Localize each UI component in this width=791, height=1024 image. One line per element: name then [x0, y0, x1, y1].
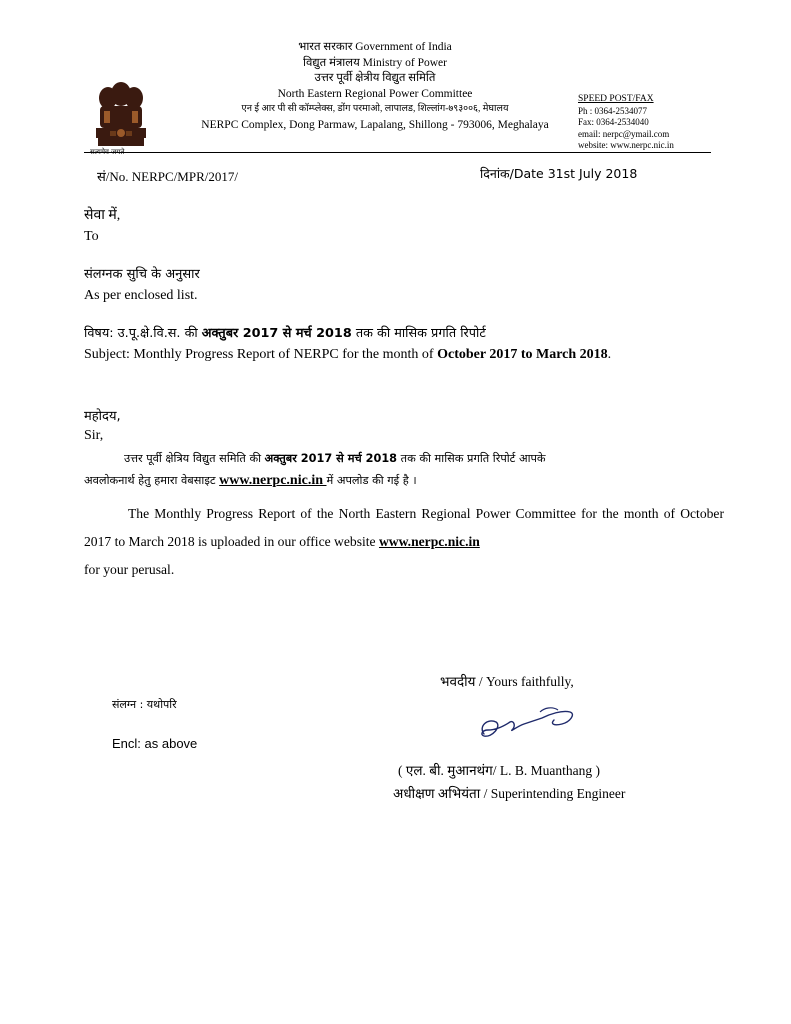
speed-post-label: SPEED POST/FAX — [578, 94, 654, 104]
salutation-english: Sir, — [84, 428, 104, 443]
signature-icon — [470, 704, 580, 748]
website-address: website: www.nerpc.nic.in — [578, 140, 674, 150]
handwritten-signature — [470, 704, 580, 748]
fax-number: Fax: 0364-2534040 — [578, 117, 649, 127]
header-line-4: North Eastern Regional Power Committee — [277, 87, 473, 100]
enclosure-english: Encl: as above — [112, 736, 198, 751]
subject-english: Subject: Monthly Progress Report of NERPC for the month of October 2017 to March 2018. — [84, 347, 612, 362]
website-link-hindi[interactable]: www.nerpc.nic.in — [219, 473, 327, 488]
signatory-title: अधीक्षण अभियंता / Superintending Engineer — [393, 786, 626, 801]
letterhead — [190, 40, 560, 133]
contact-block — [578, 94, 674, 152]
national-emblem-logo — [92, 78, 150, 178]
salutation-hindi: महोदय, — [84, 409, 121, 424]
header-line-3: उत्तर पूर्वी क्षेत्रीय विद्युत समिति — [314, 72, 436, 84]
to-english: To — [84, 229, 99, 244]
phone-number: Ph : 0364-2534077 — [578, 105, 648, 116]
header-line-2: विद्युत मंत्रालय Ministry of Power — [303, 56, 447, 69]
addressee-hindi: संलग्नक सुचि के अनुसार — [84, 267, 200, 282]
lion-capital-icon — [92, 78, 150, 178]
to-hindi: सेवा में, — [84, 208, 121, 223]
header-line-6: NERPC Complex, Dong Parmaw, Lapalang, Shillong - 793006, Meghalaya — [201, 118, 549, 131]
addressee-english: As per enclosed list. — [84, 288, 198, 303]
email-address: email: nerpc@ymail.com — [578, 128, 670, 139]
hindi-paragraph: उत्तर पूर्वी क्षेत्रिय विद्युत समिति की अक्तुबर 2017 से मर्च 2018 तक की मासिक प्रगति रिपोर्ट आपके अवलोकनार्थ हेतु हमारा वेबसाइट www.nerpc.nic.in में अपलोड की गई है । — [84, 452, 546, 488]
emblem-motto: सत्यमेव जयते — [90, 148, 125, 156]
enclosure-hindi: संलग्न : यथोपरि — [112, 698, 177, 711]
header-line-1: भारत सरकार Government of India — [298, 41, 452, 53]
website-link-english[interactable]: www.nerpc.nic.in — [378, 534, 480, 549]
signatory-name: ( एल. बी. मुआनथंग/ L. B. Muanthang ) — [398, 763, 601, 778]
closing-phrase: भवदीय / Yours faithfully, — [440, 674, 574, 689]
letter-date: दिनांक/Date 31st July 2018 — [480, 166, 638, 181]
header-divider — [84, 152, 711, 153]
english-paragraph: The Monthly Progress Report of the North Eastern Regional Power Committee for the month of October 2017 to March 2018 is uploaded in our office website www.nerpc.nic.in for your perusal. — [84, 506, 724, 577]
reference-number: सं/No. NERPC/MPR/2017/ — [97, 169, 238, 184]
subject-hindi: विषय: उ.पू.क्षे.वि.स. की अक्तुबर 2017 से मर्च 2018 तक की मासिक प्रगति रिपोर्ट — [84, 326, 486, 341]
header-line-5: एन ई आर पी सी कॉम्प्लेक्स, डोंग परमाओ, लापालड, शिल्लांग-७९३००६, मेघालय — [241, 104, 509, 114]
